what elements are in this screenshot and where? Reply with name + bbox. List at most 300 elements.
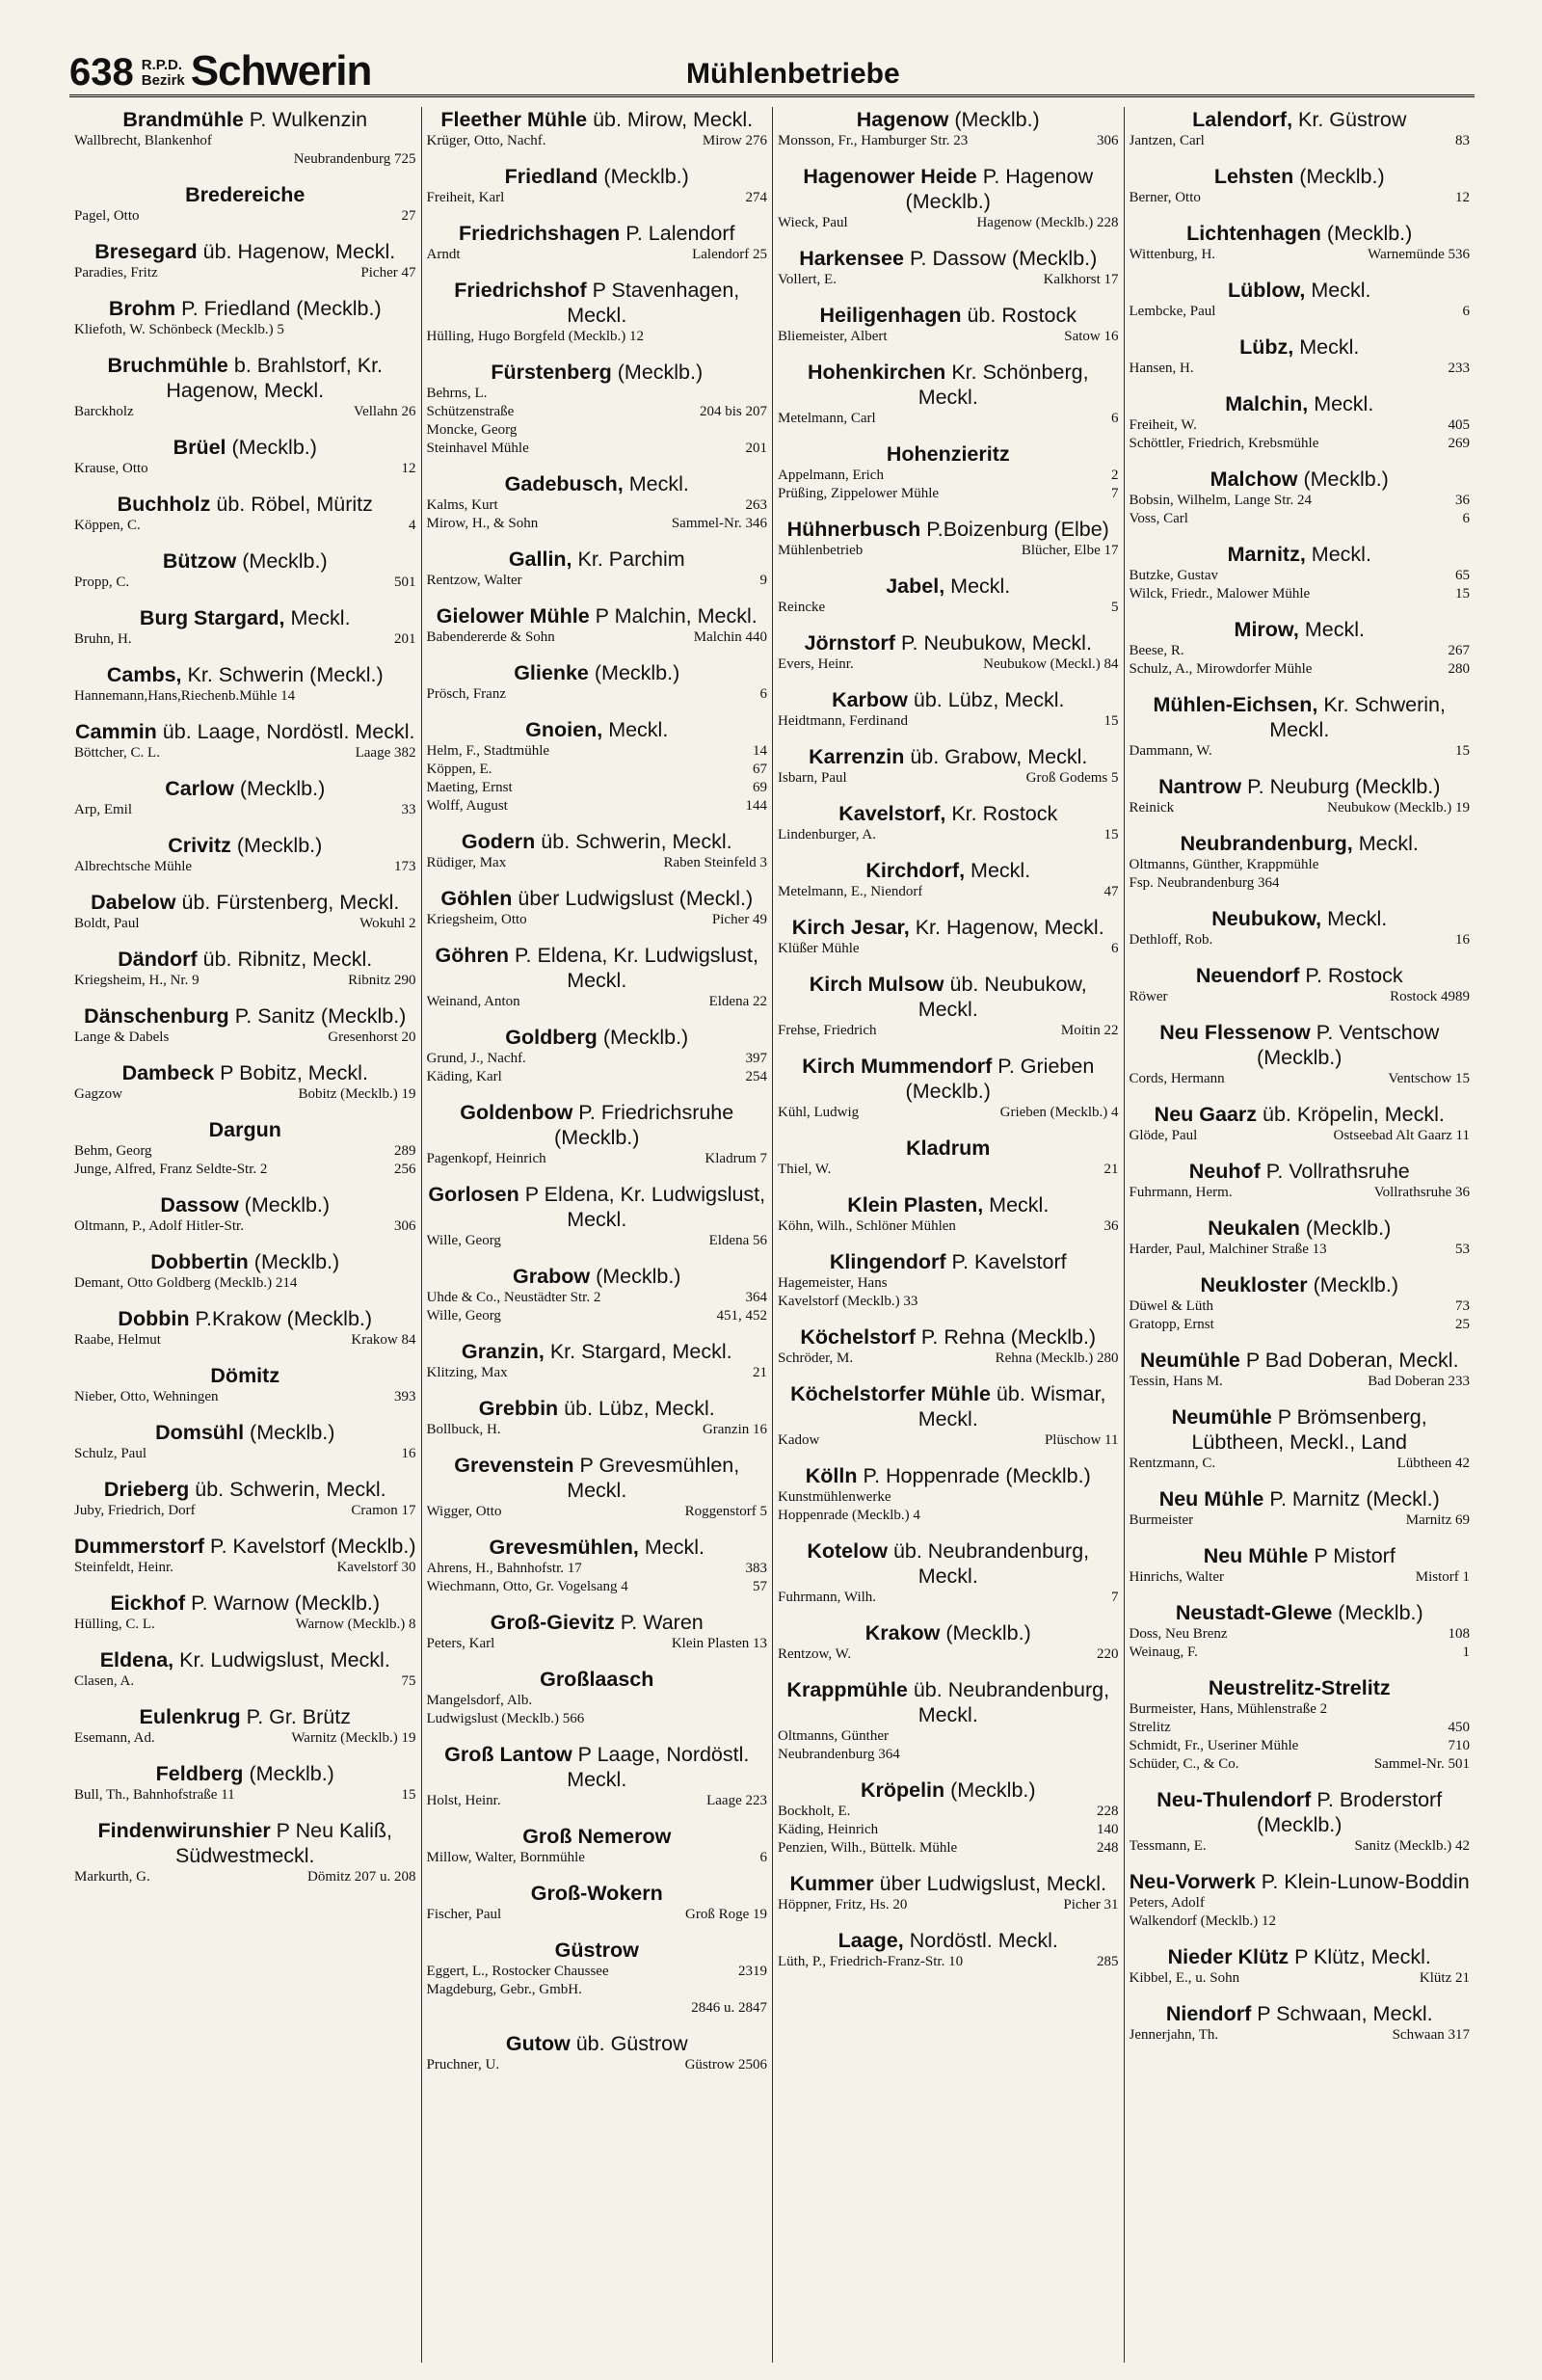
place-name: Fleether Mühle [440, 108, 588, 131]
directory-entry [74, 353, 416, 421]
phone-number: 364 [745, 1290, 767, 1305]
business-row [778, 1896, 1119, 1914]
place-heading [74, 548, 416, 574]
business-name: Grund, J., Nachf. [426, 1051, 526, 1066]
phone-number: Kalkhorst 17 [1043, 272, 1119, 287]
business-name: Appelmann, Erich [778, 468, 884, 483]
directory-entry [427, 278, 768, 346]
business-row [74, 1786, 416, 1805]
directory-entry [1130, 1272, 1471, 1334]
phone-number: 75 [401, 1673, 416, 1689]
columns [69, 107, 1475, 2363]
directory-entry [427, 164, 768, 207]
place-name: Karrenzin [809, 745, 905, 768]
place-location: P. Neuburg (Mecklb.) [1247, 775, 1441, 798]
phone-number: 16 [1455, 932, 1470, 948]
place-name: Groß Lantow [444, 1743, 572, 1766]
place-name: Lehsten [1213, 165, 1294, 188]
business-name: Bull, Th., Bahnhofstraße 11 [74, 1787, 235, 1803]
place-heading [778, 1324, 1119, 1350]
phone-number: Cramon 17 [351, 1503, 416, 1518]
directory-entry [778, 1054, 1119, 1122]
directory-entry [778, 801, 1119, 844]
place-location: P. Ventschow (Mecklb.) [1257, 1021, 1440, 1069]
phone-number: 67 [753, 762, 767, 777]
business-name: Cords, Hermann [1129, 1071, 1225, 1086]
phone-number: Marnitz 69 [1405, 1512, 1470, 1528]
business-row [1130, 1373, 1471, 1391]
directory-entry [1130, 1486, 1471, 1530]
place-name: Grebbin [478, 1397, 559, 1420]
place-heading [1130, 1600, 1471, 1625]
business-name: Köppen, E. [426, 762, 492, 777]
phone-number: 204 bis 207 [699, 404, 767, 419]
business-row [74, 1142, 416, 1161]
directory-entry [74, 1249, 416, 1293]
phone-number: 15 [1455, 586, 1470, 602]
business-row [1130, 585, 1471, 603]
business-name: Bockholt, E. [778, 1804, 851, 1819]
directory-entry [427, 360, 768, 458]
place-name: Neu-Thulendorf [1156, 1788, 1312, 1811]
business-name: Lembcke, Paul [1129, 304, 1216, 319]
directory-entry [1130, 1787, 1471, 1856]
place-name: Neukloster [1200, 1273, 1308, 1297]
business-name: Rentzow, W. [778, 1646, 852, 1662]
place-name: Mühlen-Eichsen, [1153, 693, 1318, 716]
place-name: Laage, [837, 1929, 904, 1952]
directory-entry [1130, 692, 1471, 761]
place-name: Marnitz, [1227, 543, 1306, 566]
phone-number: 4 [409, 518, 416, 533]
place-name: Dobbertin [150, 1250, 249, 1273]
place-heading [74, 182, 416, 207]
business-name: Evers, Heinr. [778, 656, 854, 672]
place-heading [778, 441, 1119, 467]
directory-entry [778, 1620, 1119, 1664]
place-heading [74, 107, 416, 132]
place-heading [74, 1420, 416, 1445]
phone-number: 173 [394, 859, 416, 874]
place-location: Kr. Schwerin (Meckl.) [187, 663, 384, 686]
phone-number: 450 [1448, 1720, 1470, 1735]
business-name: Prösch, Franz [426, 686, 506, 702]
business-row [778, 599, 1119, 617]
business-name: Peters, Karl [426, 1636, 495, 1651]
place-name: Hohenkirchen [807, 361, 946, 384]
place-name: Krakow [864, 1621, 941, 1645]
place-location: P. Wulkenzin [249, 108, 368, 131]
place-name: Göhren [435, 944, 509, 967]
place-name: Groß-Gievitz [490, 1611, 615, 1634]
place-name: Göhlen [440, 887, 513, 910]
place-name: Glienke [514, 661, 589, 684]
business-row [427, 993, 768, 1011]
phone-number: Satow 16 [1064, 329, 1119, 344]
phone-number: Hagenow (Mecklb.) 228 [976, 215, 1119, 230]
business-name: Lüth, P., Friedrich-Franz-Str. 10 [778, 1954, 964, 1969]
business-name: Peters, Adolf [1129, 1895, 1205, 1911]
place-location: P. Rehna (Mecklb.) [920, 1325, 1097, 1349]
business-row [427, 246, 768, 264]
business-row [1130, 1719, 1471, 1737]
place-location: üb. Neubrandenburg, Meckl. [913, 1678, 1110, 1726]
place-name: Güstrow [554, 1939, 639, 1962]
place-heading [778, 687, 1119, 712]
directory-entry [1130, 1159, 1471, 1202]
business-row [1130, 1070, 1471, 1088]
place-location: P Bobitz, Meckl. [220, 1061, 368, 1084]
business-row [778, 1589, 1119, 1607]
business-name: Burmeister, Hans, Mühlenstraße 2 [1129, 1701, 1328, 1717]
business-name: Heidtmann, Ferdinand [778, 713, 908, 729]
place-name: Kummer [789, 1872, 874, 1895]
place-location: (Mecklb.) [603, 165, 689, 188]
directory-entry [74, 435, 416, 478]
business-row [1130, 856, 1471, 874]
directory-entry [1130, 107, 1471, 150]
business-name: Hülling, C. L. [74, 1617, 155, 1632]
phone-number: Plüschow 11 [1044, 1432, 1119, 1448]
place-heading [74, 833, 416, 858]
place-heading [1130, 1675, 1471, 1700]
place-location: P Grevesmühlen, Meckl. [567, 1454, 740, 1502]
business-row [427, 1963, 768, 1981]
place-name: Gielower Mühle [436, 604, 590, 628]
place-name: Kirchdorf, [865, 859, 966, 882]
place-location: üb. Laage, Nordöstl. Meckl. [162, 720, 415, 743]
business-name: Mirow, H., & Sohn [426, 516, 539, 531]
business-name: Fsp. Neubrandenburg 364 [1129, 875, 1280, 891]
business-name: Kibbel, E., u. Sohn [1129, 1970, 1240, 1986]
place-heading [778, 630, 1119, 655]
business-row [74, 801, 416, 819]
place-heading [1130, 542, 1471, 567]
directory-entry [74, 1003, 416, 1047]
business-row [778, 1507, 1119, 1525]
business-row [74, 1388, 416, 1406]
business-row [74, 1161, 416, 1179]
place-name: Granzin, [461, 1340, 545, 1363]
phone-number: 267 [1448, 643, 1470, 658]
place-location: P. Hoppenrade (Mecklb.) [863, 1464, 1091, 1487]
directory-entry [1130, 963, 1471, 1006]
phone-number: 501 [394, 575, 416, 590]
place-name: Lübz, [1239, 335, 1294, 359]
business-name: Mühlenbetrieb [778, 543, 864, 558]
place-location: P Brömsenberg, Lübtheen, Meckl., Land [1191, 1405, 1427, 1454]
business-name: Frehse, Friedrich [778, 1023, 877, 1038]
place-name: Hagenower Heide [803, 165, 977, 188]
place-name: Neustrelitz-Strelitz [1208, 1676, 1391, 1699]
business-row [1130, 435, 1471, 453]
business-row [1130, 2026, 1471, 2045]
phone-number: Sanitz (Mecklb.) 42 [1354, 1838, 1470, 1854]
place-name: Lüblow, [1227, 279, 1306, 302]
directory-entry [778, 687, 1119, 731]
place-heading [74, 1060, 416, 1085]
place-location: Meckl. [1327, 907, 1388, 930]
business-name: Rüdiger, Max [426, 855, 507, 870]
place-name: Cambs, [106, 663, 182, 686]
phone-number: 12 [1455, 190, 1470, 205]
directory-entry [74, 947, 416, 990]
directory-entry [427, 1535, 768, 1596]
business-name: Röwer [1129, 989, 1168, 1004]
place-name: Mirow, [1234, 618, 1299, 641]
business-row [74, 1274, 416, 1293]
business-name: Hoppenrade (Mecklb.) 4 [778, 1508, 920, 1523]
place-name: Dömitz [210, 1364, 280, 1387]
place-name: Malchow [1210, 468, 1298, 491]
place-location: P. Marnitz (Meckl.) [1269, 1487, 1440, 1511]
place-heading [1130, 1486, 1471, 1511]
business-name: Ludwigslust (Mecklb.) 566 [426, 1711, 585, 1726]
place-name: Bützow [162, 549, 237, 573]
page-number: 638 [69, 51, 134, 94]
place-location: Meckl. [1299, 335, 1360, 359]
business-row [1130, 799, 1471, 817]
phone-number: 393 [394, 1389, 416, 1404]
place-heading [74, 1477, 416, 1502]
place-location: Meckl. [608, 718, 669, 741]
business-row [427, 1906, 768, 1924]
place-location: P Bad Doberan, Meckl. [1245, 1349, 1459, 1372]
place-heading [1130, 391, 1471, 416]
place-location: P Laage, Nordöstl. Meckl. [567, 1743, 750, 1791]
column-4 [1124, 107, 1476, 2363]
place-location: Meckl. [950, 575, 1011, 598]
place-name: Neu Gaarz [1154, 1103, 1258, 1126]
directory-entry [427, 717, 768, 816]
place-location: P. Neubukow, Meckl. [900, 631, 1092, 655]
business-name: Magdeburg, Gebr., GmbH. [426, 1982, 582, 1997]
business-name: Käding, Karl [426, 1069, 502, 1084]
phone-number: 6 [1462, 304, 1470, 319]
place-name: Karbow [832, 688, 908, 711]
place-location: über Ludwigslust (Meckl.) [518, 887, 754, 910]
place-location: (Mecklb.) [249, 1762, 334, 1785]
business-row [427, 440, 768, 458]
business-row [1130, 642, 1471, 660]
place-name: Friedrichshagen [459, 222, 621, 245]
phone-number: Schwaan 317 [1392, 2027, 1470, 2043]
phone-number: Eldena 56 [708, 1233, 767, 1248]
business-row [778, 132, 1119, 150]
place-name: Findenwirunshier [97, 1819, 271, 1842]
directory-entry [1130, 2001, 1471, 2045]
directory-entry [1130, 1216, 1471, 1259]
business-row [778, 1488, 1119, 1507]
place-location: Kr. Güstrow [1298, 108, 1407, 131]
place-location: üb. Grabow, Meckl. [910, 745, 1088, 768]
district-label [142, 58, 185, 89]
place-name: Niendorf [1165, 2002, 1252, 2025]
phone-number: Bad Doberan 233 [1368, 1374, 1470, 1389]
business-name: Vollert, E. [778, 272, 837, 287]
business-row [74, 1445, 416, 1463]
business-name: Butzke, Gustav [1129, 568, 1218, 583]
place-heading [1130, 1272, 1471, 1297]
place-name: Gnoien, [525, 718, 603, 741]
place-name: Neu Flessenow [1159, 1021, 1311, 1044]
business-row [778, 467, 1119, 485]
place-location: P. Kavelstorf (Mecklb.) [210, 1535, 416, 1558]
place-name: Dobbin [118, 1307, 190, 1330]
place-location: (Mecklb.) [617, 361, 704, 384]
business-name: Wittenburg, H. [1129, 247, 1216, 262]
business-row [1130, 189, 1471, 207]
business-row [427, 628, 768, 647]
phone-number: 201 [394, 631, 416, 647]
business-row [1130, 1894, 1471, 1912]
business-row [74, 744, 416, 762]
business-row [74, 972, 416, 990]
place-name: Dambeck [121, 1061, 215, 1084]
phone-number: Mistorf 1 [1415, 1569, 1470, 1585]
place-location: Meckl. [1314, 392, 1374, 415]
place-heading [427, 221, 768, 246]
business-row [74, 150, 416, 169]
business-row [427, 1560, 768, 1578]
business-row [778, 1821, 1119, 1839]
phone-number: Neubrandenburg 725 [293, 151, 416, 167]
directory-entry [1130, 467, 1471, 528]
business-name: Wille, Georg [426, 1308, 501, 1324]
place-heading [1130, 1102, 1471, 1127]
directory-entry [427, 1938, 768, 2018]
business-row [427, 1364, 768, 1382]
phone-number: Gresenhorst 20 [328, 1030, 416, 1045]
place-heading [778, 972, 1119, 1022]
business-row [427, 1068, 768, 1086]
place-heading [74, 776, 416, 801]
business-row [74, 1502, 416, 1520]
place-heading [427, 886, 768, 911]
directory-entry [427, 471, 768, 533]
place-location: üb. Kröpelin, Meckl. [1263, 1103, 1445, 1126]
directory-entry [427, 1264, 768, 1325]
directory-entry [74, 107, 416, 169]
business-row [74, 1029, 416, 1047]
directory-entry [1130, 278, 1471, 321]
directory-entry [778, 1324, 1119, 1368]
business-row [427, 1232, 768, 1250]
place-heading [1130, 1216, 1471, 1241]
directory-entry [778, 164, 1119, 232]
place-heading [427, 1396, 768, 1421]
business-name: Wille, Georg [426, 1233, 501, 1248]
place-heading [74, 1647, 416, 1672]
business-row [74, 1672, 416, 1691]
phone-number: 263 [745, 497, 767, 513]
business-row [1130, 1912, 1471, 1931]
phone-number: Ribnitz 290 [348, 973, 416, 988]
business-name: Tessin, Hans M. [1129, 1374, 1223, 1389]
place-heading [74, 890, 416, 915]
directory-entry [74, 1534, 416, 1577]
place-heading [427, 829, 768, 854]
directory-entry [1130, 164, 1471, 207]
place-heading [427, 547, 768, 572]
business-name: Reincke [778, 600, 826, 615]
business-name: Mangelsdorf, Alb. [426, 1693, 533, 1708]
place-location: (Mecklb.) [250, 1421, 335, 1444]
business-row [427, 1150, 768, 1168]
place-name: Dänschenburg [84, 1004, 229, 1028]
business-row [1130, 1511, 1471, 1530]
directory-entry [427, 660, 768, 704]
place-heading [778, 1778, 1119, 1803]
directory-entry [74, 1477, 416, 1520]
directory-entry [1130, 1102, 1471, 1145]
business-name: Gratopp, Ernst [1129, 1317, 1214, 1332]
place-name: Eickhof [110, 1591, 186, 1615]
place-name: Nieder Klütz [1167, 1945, 1289, 1968]
place-heading [778, 1928, 1119, 1953]
business-row [1130, 742, 1471, 761]
place-location: Kr. Stargard, Meckl. [549, 1340, 732, 1363]
phone-number: 16 [401, 1446, 416, 1461]
phone-number: 25 [1455, 1317, 1470, 1332]
business-name: Berner, Otto [1129, 190, 1201, 205]
business-row [74, 630, 416, 649]
place-heading [778, 1463, 1119, 1488]
business-name: Kriegsheim, H., Nr. 9 [74, 973, 199, 988]
phone-number: Picher 49 [711, 912, 767, 927]
phone-number: 36 [1455, 493, 1470, 508]
place-heading [74, 1534, 416, 1559]
business-name: Helm, F., Stadtmühle [426, 743, 550, 759]
directory-entry [427, 1881, 768, 1924]
place-name: Dassow [160, 1193, 239, 1217]
directory-entry [74, 890, 416, 933]
place-location: (Mecklb.) [950, 1778, 1036, 1802]
business-row [1130, 931, 1471, 949]
place-heading [427, 1535, 768, 1560]
place-location: Meckl. [628, 472, 689, 495]
business-name: Wieck, Paul [778, 215, 848, 230]
business-row [1130, 1837, 1471, 1856]
column-1 [69, 107, 421, 2363]
place-name: Neu Mühle [1203, 1544, 1309, 1567]
directory-entry [427, 107, 768, 150]
place-location: (Mecklb.) [1313, 1273, 1398, 1297]
place-location: (Mecklb.) [602, 1026, 689, 1049]
place-location: P Klütz, Meckl. [1294, 1945, 1431, 1968]
place-location: üb. Lübz, Meckl. [913, 688, 1065, 711]
place-location: Nordöstl. Meckl. [909, 1929, 1058, 1952]
phone-number: 6 [1111, 941, 1119, 956]
phone-number: 289 [394, 1143, 416, 1159]
business-name: Weinaug, F. [1129, 1645, 1198, 1660]
business-name: Bobsin, Wilhelm, Lange Str. 24 [1129, 493, 1313, 508]
place-heading [427, 1264, 768, 1289]
phone-number: Kavelstorf 30 [336, 1560, 416, 1575]
place-location: P Neu Kaliß, Südwestmeckl. [174, 1819, 392, 1867]
place-location: Kr. Rostock [951, 802, 1058, 825]
place-location: P Schwaan, Meckl. [1257, 2002, 1433, 2025]
business-name: Krüger, Otto, Nachf. [426, 133, 546, 148]
business-row [427, 496, 768, 515]
place-location: (Mecklb.) [596, 1265, 681, 1288]
phone-number: Neubukow (Meckl.) 84 [983, 656, 1119, 672]
directory-entry [778, 574, 1119, 617]
place-location: über Ludwigslust, Meckl. [879, 1872, 1107, 1895]
business-row [427, 1692, 768, 1710]
place-heading [427, 1025, 768, 1050]
business-row [778, 1217, 1119, 1236]
